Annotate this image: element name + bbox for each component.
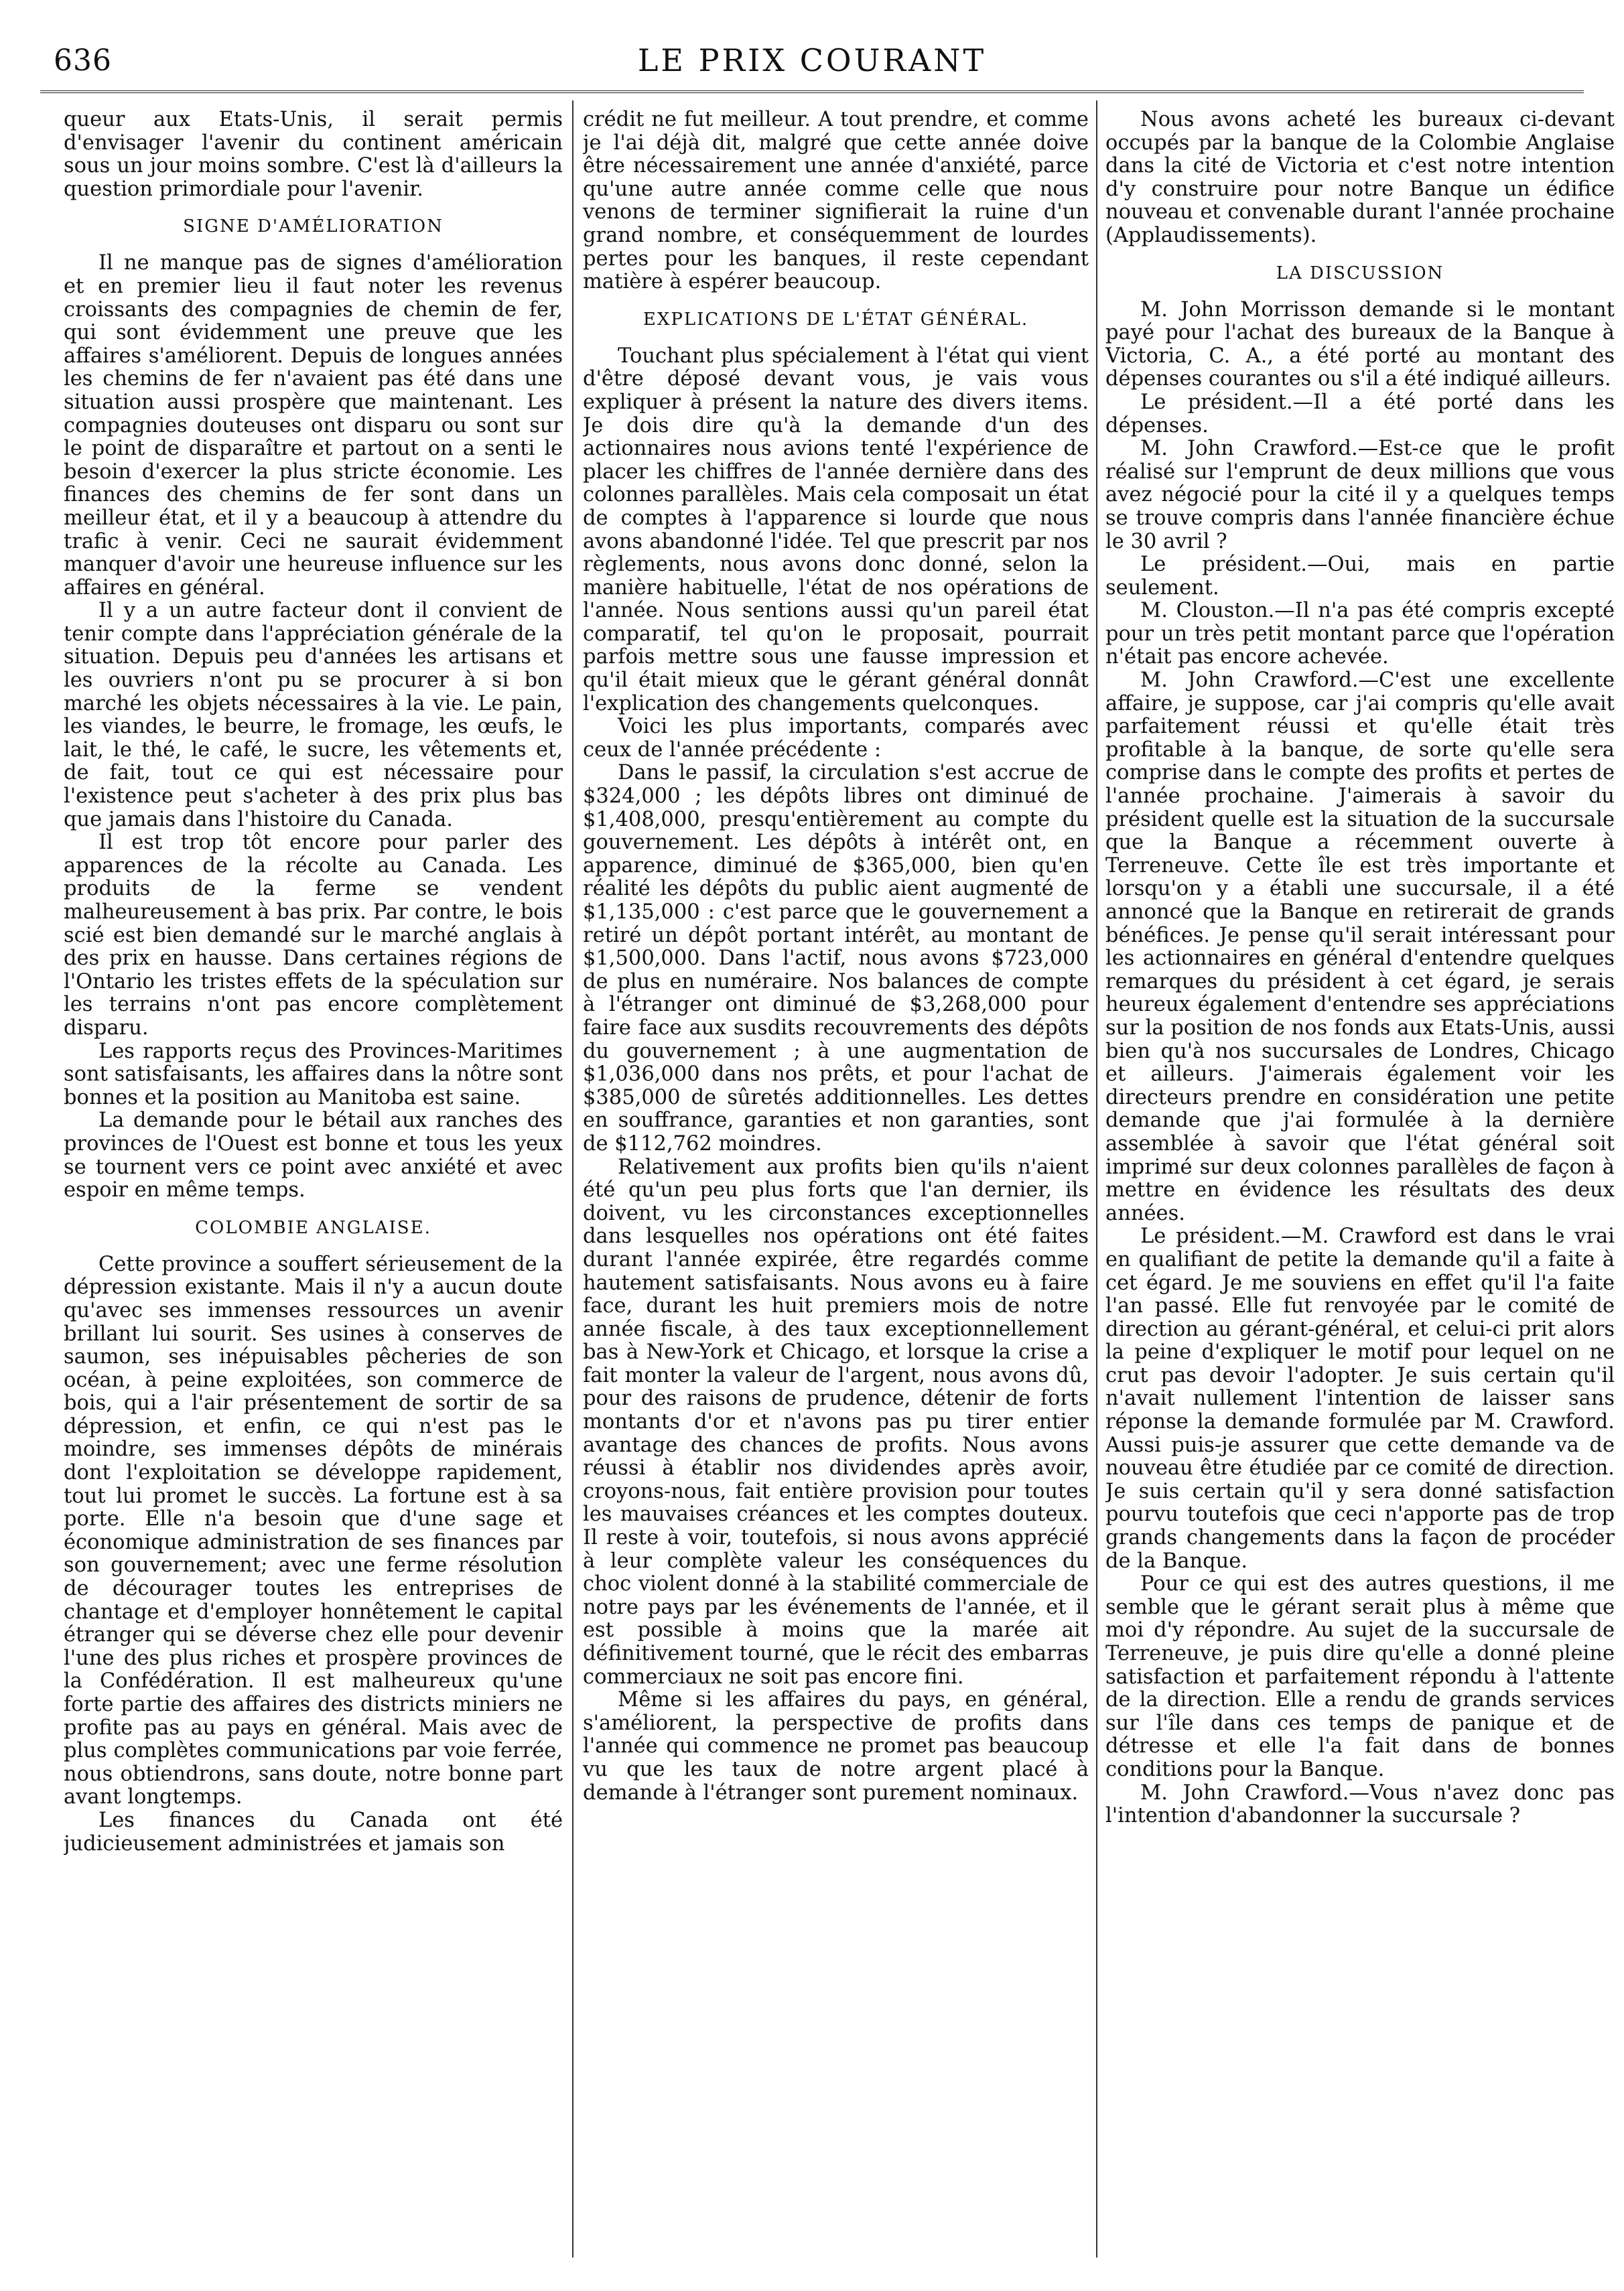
paragraph: M. John Crawford.—Est-ce que le profit réalisé sur l'emprunt de deux millions que vous avez négocié pour la cité il y a quelques temps se trouve compris dans l'année financière échue le 30 avril ? <box>1105 437 1615 553</box>
column-divider <box>572 100 573 2258</box>
column-2 <box>583 109 1089 2252</box>
section-heading: LA DISCUSSION <box>1276 263 1444 283</box>
paragraph: crédit ne fut meilleur. A tout prendre, et comme je l'ai déjà dit, malgré que cette année doive être nécessairement une année d'anxiété, parce qu'une autre année comme celle que nous venons de terminer signifierait la ruine d'un grand nombre, et conséquemment de lourdes pertes pour les banques, il reste cependant matière à espérer beaucoup. <box>583 109 1089 294</box>
section-heading: EXPLICATIONS DE L'ÉTAT GÉNÉRAL. <box>642 309 1029 330</box>
paragraph: Les finances du Canada ont été judicieusement administrées et jamais son <box>64 1808 563 1856</box>
paragraph: Dans le passif, la circulation s'est accrue de $324,000 ; les dépôts libres ont diminué de $1,408,000, presqu'entièrement au compte du gouvernement. Les dépôts à intérêt ont, en apparence, diminué de $365,000, bien qu'en réalité les dépôts du public aient augmenté de $1,135,000 : c'est parce que le gouvernement a retiré un dépôt portant intérêt, au montant de $1,500,000. Dans l'actif, nous avons $723,000 de plus en numéraire. Nos balances de compte à l'étranger ont diminué de $3,268,000 pour faire face aux susdits recouvrements des dépôts du gouvernement ; à une augmentation de $1,036,000 dans nos prêts, et pour l'achat de $385,000 de sûretés additionnelles. Les dettes en souffrance, garanties et non garanties, sont de $112,762 moindres. <box>583 761 1089 1156</box>
paragraph: Il est trop tôt encore pour parler des apparences de la récolte au Canada. Les produits de la ferme se vendent malheureusement à bas prix. Par contre, le bois scié est bien demandé sur le marché anglais à des prix en hausse. Dans certaines régions de l'Ontario les tristes effets de la spéculation sur les terrains n'ont pas encore complètement disparu. <box>64 831 563 1040</box>
column-3 <box>1105 109 1615 2252</box>
page-number: 636 <box>54 44 112 78</box>
journal-title: LE PRIX COURANT <box>637 42 987 78</box>
paragraph: Il ne manque pas de signes d'amélioration et en premier lieu il faut noter les revenus croissants des compagnies de chemin de fer, qui sont évidemment une preuve que les affaires s'améliorent. Depuis de longues années les chemins de fer n'avaient pas été dans une situation aussi prospère que maintenant. Les compagnies douteuses ont disparu ou sont sur le point de disparaître et partout on a senti le besoin d'exercer la plus stricte économie. Les finances des chemins de fer sont dans un meilleur état, et il y a beaucoup à attendre du trafic à venir. Ceci ne saurait évidemment manquer d'avoir une heureuse influence sur les affaires en général. <box>64 251 563 600</box>
section-heading: SIGNE D'AMÉLIORATION <box>183 216 444 237</box>
section-heading: COLOMBIE ANGLAISE. <box>195 1217 431 1238</box>
paragraph: Le président.—Il a été porté dans les dépenses. <box>1105 390 1615 437</box>
paragraph: Le président.—M. Crawford est dans le vrai en qualifiant de petite la demande qu'il a faite à cet égard. Je me souviens en effet qu'il l'a faite l'an passé. Elle fut renvoyée par le comité de direction au gérant-général, et celui-ci prit alors la peine d'expliquer le motif pour lequel on ne crut pas devoir l'adopter. Je suis certain qu'il n'avait nullement l'intention de laisser sans réponse la demande formulée par M. Crawford. Aussi puis-je assurer que cette demande va de nouveau être étudiée par ce comité de direction. Je suis certain qu'il y sera donné satisfaction pourvu toutefois que ceci n'apporte pas de trop grands changements dans la façon de procéder de la Banque. <box>1105 1225 1615 1573</box>
paragraph: Voici les plus importants, comparés avec ceux de l'année précédente : <box>583 715 1089 762</box>
paragraph: Touchant plus spécialement à l'état qui vient d'être déposé devant vous, je vais vous expliquer à présent la nature des divers items. Je dois dire qu'à la demande d'un des actionnaires nous avions tenté l'expérience de placer les chiffres de l'année dernière dans des colonnes parallèles. Mais cela composait un état de comptes à l'apparence si lourde que nous avons abandonné l'idée. Tel que prescrit par nos règlements, nous avons donc donné, selon la manière habituelle, l'état de nos opérations de l'année. Nous sentions aussi qu'un pareil état comparatif, tel qu'on le proposait, pourrait parfois mettre sous une fausse impression et qu'il était mieux que le gérant général donnât l'explication des changements quelconques. <box>583 344 1089 715</box>
paragraph: M. John Crawford.—Vous n'avez donc pas l'intention d'abandonner la succursale ? <box>1105 1781 1615 1828</box>
paragraph: M. Clouston.—Il n'a pas été compris excepté pour un très petit montant parce que l'opération n'était pas encore achevée. <box>1105 599 1615 669</box>
paragraph: Pour ce qui est des autres questions, il me semble que le gérant serait plus à même que moi d'y répondre. Au sujet de la succursale de Terreneuve, je puis dire qu'elle a donné pleine satisfaction et parfaitement répondu à l'attente de la direction. Elle a rendu de grands services sur l'île dans ces temps de panique et de détresse et elle l'a fait dans de bonnes conditions pour la Banque. <box>1105 1572 1615 1781</box>
paragraph: Cette province a souffert sérieusement de la dépression existante. Mais il n'y a aucun doute qu'avec ses immenses ressources un avenir brillant lui sourit. Ses usines à conserves de saumon, ses inépuisables pêcheries de son océan, à peine exploitées, son commerce de bois, qui a l'air présentement de sortir de sa dépression, et enfin, ce qui n'est pas le moindre, ses immenses dépôts de minérais dont l'exploitation se développe rapidement, tout lui promet le succès. La fortune est à sa porte. Elle n'a besoin que d'une sage et économique administration de ses finances par son gouvernement; avec une ferme résolution de décourager toutes les entreprises de chantage et d'employer honnêtement le capital étranger qui se déverse chez elle pour devenir l'une des plus riches et prospère provinces de la Confédération. Il est malheureux qu'une forte partie des affaires des districts miniers ne profite pas au pays en général. Mais avec de plus complètes communications par voie ferrée, nous obtiendrons, sans doute, notre bonne part avant longtemps. <box>64 1252 563 1809</box>
page-header <box>40 37 1584 84</box>
column-1 <box>64 109 563 2252</box>
paragraph: Le président.—Oui, mais en partie seulement. <box>1105 553 1615 600</box>
paragraph: Les rapports reçus des Provinces-Maritimes sont satisfaisants, les affaires dans la nôtre sont bonnes et la position au Manitoba est saine. <box>64 1039 563 1109</box>
paragraph: Même si les affaires du pays, en général, s'améliorent, la perspective de profits dans l'année qui commence ne promet pas beaucoup vu que les taux de notre argent placé à demande à l'étranger sont purement nominaux. <box>583 1688 1089 1805</box>
paragraph: Relativement aux profits bien qu'ils n'aient été qu'un peu plus forts que l'an dernier, ils doivent, vu les circonstances exceptionnelles dans lesquelles nos opérations ont été faites durant l'année expirée, être regardés comme hautement satisfaisants. Nous avons eu à faire face, durant les huit premiers mois de notre année fiscale, à des taux exceptionnellement bas à New-York et Chicago, et lorsque la crise a fait monter la valeur de l'argent, nous avons dû, pour des raisons de prudence, détenir de forts montants d'or et n'avons pas pu tirer entier avantage des chances de profits. Nous avons réussi à établir nos dividendes après avoir, croyons-nous, fait entière provision pour toutes les mauvaises créances et les comptes douteux. Il reste à voir, toutefois, si nous avons apprécié à leur complète valeur les conséquences du choc violent donné à la stabilité commerciale de notre pays par les événements de l'année, et il est possible à moins que la marée ait définitivement tourné, que le récit des embarras commerciaux ne soit pas encore fini. <box>583 1155 1089 1689</box>
paragraph: La demande pour le bétail aux ranches des provinces de l'Ouest est bonne et tous les yeux se tournent vers ce point avec anxiété et avec espoir en même temps. <box>64 1109 563 1202</box>
paragraph: M. John Crawford.—C'est une excellente affaire, je suppose, car j'ai compris qu'elle avait parfaitement réussi et qu'elle était très profitable à la banque, de sorte qu'elle sera comprise dans le compte des profits et pertes de l'année prochaine. J'aimerais à savoir du président quelle est la situation de la succursale que la Banque a récemment ouverte à Terreneuve. Cette île est très importante et lorsqu'on y a établi une succursale, il a été annoncé que la Banque en retirerait de grands bénéfices. Je pense qu'il serait intéressant pour les actionnaires en général d'entendre quelques remarques du président à cet égard, je serais heureux également d'entendre ses appréciations sur la position de nos fonds aux Etats-Unis, aussi bien qu'à nos succursales de Londres, Chicago et ailleurs. J'aimerais également voir les directeurs prendre en considération une petite demande que j'ai formulée à la dernière assemblée à savoir que l'état général soit imprimé sur deux colonnes parallèles de façon à mettre en évidence les résultats des deux années. <box>1105 669 1615 1225</box>
header-rule <box>40 90 1584 97</box>
paragraph: queur aux Etats-Unis, il serait permis d'envisager l'avenir du continent américain sous un jour moins sombre. C'est là d'ailleurs la question primordiale pour l'avenir. <box>64 109 563 201</box>
paragraph: Nous avons acheté les bureaux ci-devant occupés par la banque de la Colombie Anglaise dans la cité de Victoria et c'est notre intention d'y construire pour notre Banque un édifice nouveau et convenable durant l'année prochaine (Applaudissements). <box>1105 109 1615 247</box>
paragraph: Il y a un autre facteur dont il convient de tenir compte dans l'appréciation générale de la situation. Depuis peu d'années les artisans et les ouvriers n'ont pu se procurer à si bon marché les objets nécessaires à la vie. Le pain, les viandes, le beurre, le fromage, les œufs, le lait, le thé, le café, le sucre, les vêtements et, de fait, tout ce qui est nécessaire pour l'existence peut s'acheter à des prix plus bas que jamais dans l'histoire du Canada. <box>64 599 563 831</box>
column-divider <box>1096 100 1097 2258</box>
paragraph: M. John Morrisson demande si le montant payé pour l'achat des bureaux de la Banque à Victoria, C. A., a été porté au montant des dépenses courantes ou s'il a été indiqué ailleurs. <box>1105 297 1615 391</box>
